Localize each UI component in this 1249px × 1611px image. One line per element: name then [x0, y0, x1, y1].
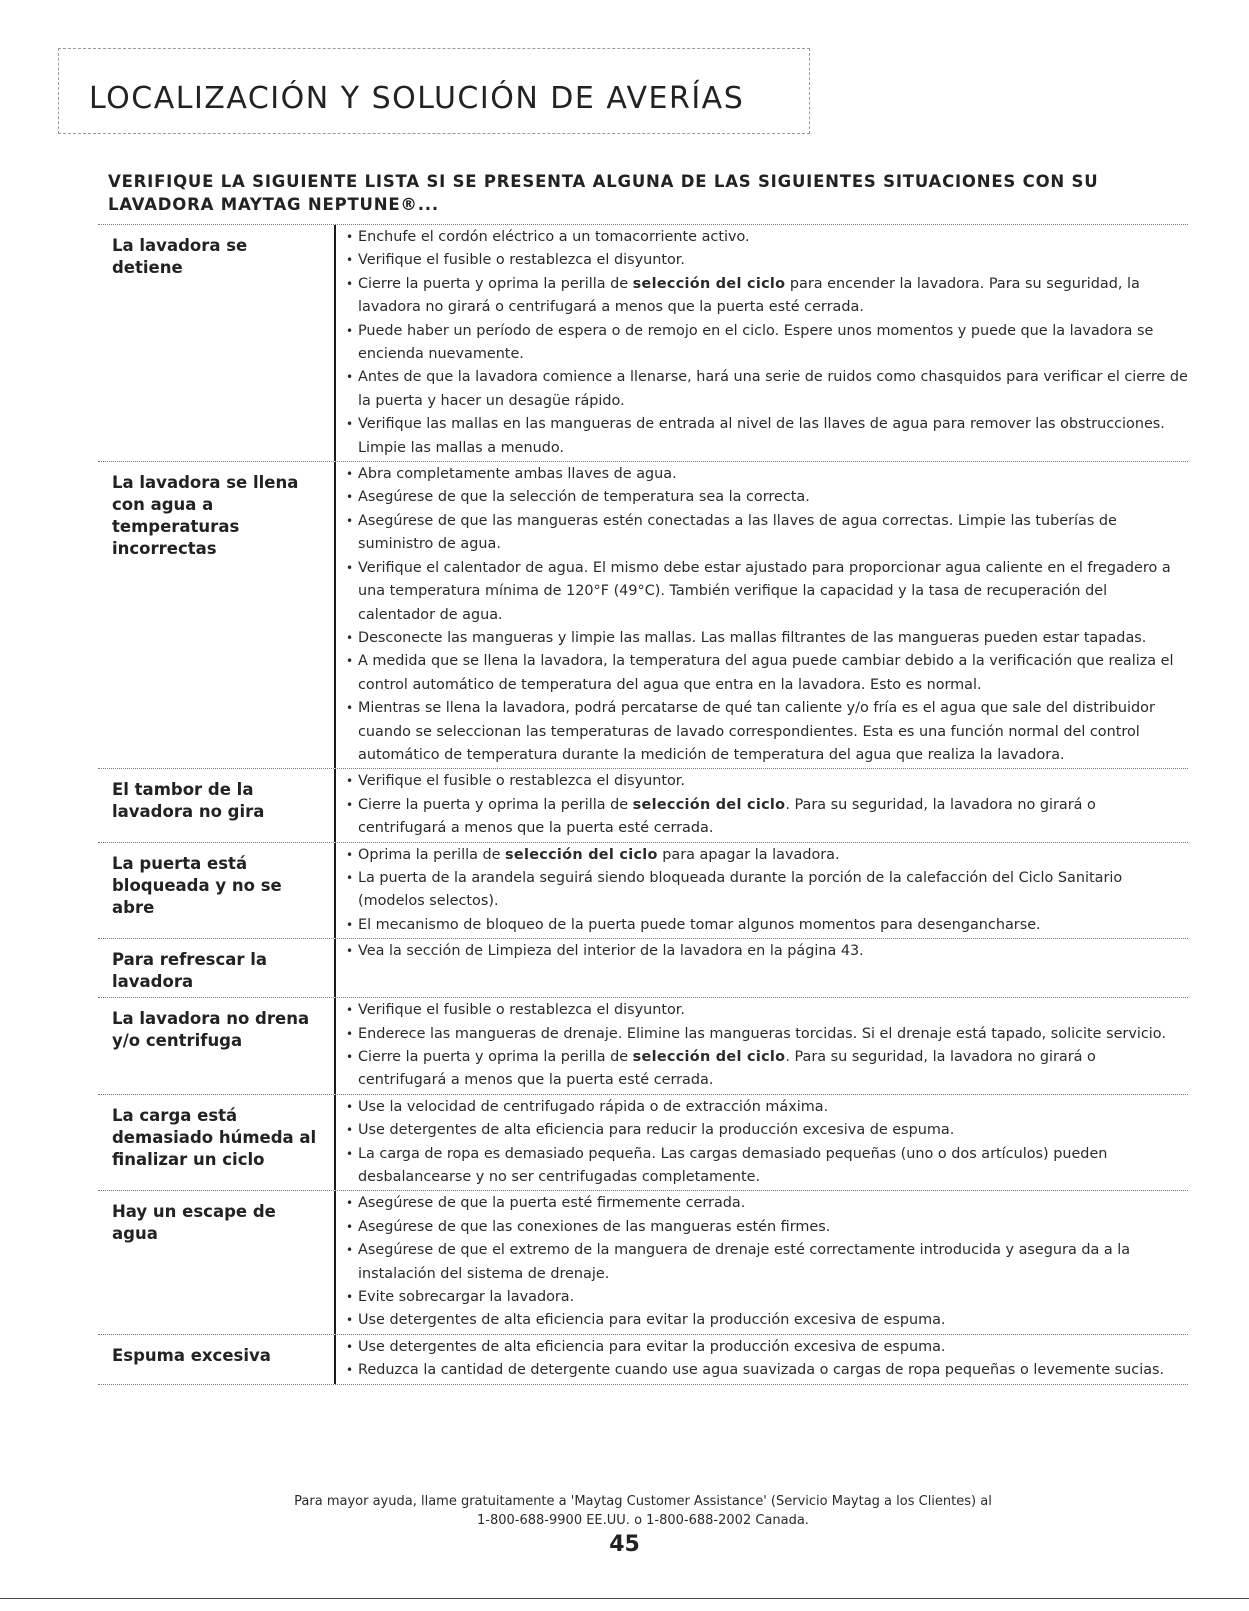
trouble-row: [98, 1335, 1188, 1385]
problem-label: La lavadora no drena y/o centrifuga: [112, 1009, 310, 1051]
solution-text: Cierre la puerta y oprima la perilla de: [358, 275, 633, 292]
solution-list: [334, 225, 1188, 461]
trouble-row: [98, 225, 1188, 462]
solution-item: • Vea la sección de Limpieza del interior de la lavadora en la página 43.: [346, 940, 1188, 963]
trouble-row: [98, 1095, 1188, 1192]
solution-text: Cierre la puerta y oprima la perilla de: [358, 1049, 633, 1065]
problem-label: El tambor de la lavadora no gira: [112, 780, 265, 822]
page-title: LOCALIZACIÓN Y SOLUCIÓN DE AVERÍAS: [89, 81, 745, 116]
solution-list: [334, 843, 1188, 939]
solution-item: • Evite sobrecargar la lavadora.: [346, 1286, 1188, 1309]
solution-item: • Antes de que la lavadora comience a llenarse, hará una serie de ruidos como chasquidos para verificar el cierre de la puerta y hacer un desagüe rápido.: [346, 366, 1188, 413]
solution-item: • La puerta de la arandela seguirá siendo bloqueada durante la porción de la calefacción del Ciclo Sanitario (modelos selectos).: [346, 867, 1188, 914]
solution-item: [346, 273, 1188, 320]
problem-label: Espuma excesiva: [112, 1345, 271, 1365]
intro-heading: VERIFIQUE LA SIGUIENTE LISTA SI SE PRESENTA ALGUNA DE LAS SIGUIENTES SITUACIONES CON SU LAVADORA MAYTAG NEPTUNE®...: [108, 172, 1099, 214]
solution-item: [346, 844, 1188, 867]
solution-item: • Asegúrese de que las mangueras estén conectadas a las llaves de agua correctas. Limpie las tuberías de suministro de agua.: [346, 510, 1188, 557]
solution-list: [334, 939, 1188, 997]
solution-item: • La carga de ropa es demasiado pequeña. Las cargas demasiado pequeñas (uno o dos artículos) pueden desbalancearse y no ser centrifugadas completamente.: [346, 1143, 1188, 1190]
solution-item: • Asegúrese de que el extremo de la manguera de drenaje esté correctamente introducida y asegura da a la instalación del sistema de drenaje.: [346, 1239, 1188, 1286]
solution-item: • Mientras se llena la lavadora, podrá percatarse de qué tan caliente y/o fría es el agua que sale del distribuidor cuando se seleccionan las temperaturas de lavado correspondientes. Esta es una función normal del control automático de temperatura durante la medición de temperatura del agua que realiza la lavadora.: [346, 697, 1188, 767]
solution-item: • Enderece las mangueras de drenaje. Elimine las mangueras torcidas. Si el drenaje está tapado, solicite servicio.: [346, 1023, 1188, 1046]
solution-item: • A medida que se llena la lavadora, la temperatura del agua puede cambiar debido a la verificación que realiza el control automático de temperatura del agua que entra en la lavadora. Esto es normal.: [346, 650, 1188, 697]
solution-list: [334, 1335, 1188, 1384]
problem-label: La carga está demasiado húmeda al finalizar un ciclo: [112, 1105, 317, 1169]
solution-text: . Para su seguridad, la lavadora no girará o centrifugará a menos que la puerta esté cerrada.: [358, 796, 1096, 837]
solution-text: . Para su seguridad, la lavadora no girará o centrifugará a menos que la puerta esté cerrada.: [358, 1049, 1096, 1089]
title-box: [58, 48, 810, 134]
solution-item: • Asegúrese de que las conexiones de las mangueras estén firmes.: [346, 1216, 1188, 1239]
solution-item: • Verifique el fusible o restablezca el disyuntor.: [346, 999, 1188, 1022]
solution-item: • Use la velocidad de centrifugado rápida o de extracción máxima.: [346, 1096, 1188, 1119]
solution-list: [334, 462, 1188, 768]
solution-item: • Verifique el fusible o restablezca el disyuntor.: [346, 770, 1188, 793]
solution-list: [334, 998, 1188, 1094]
solution-item: • Reduzca la cantidad de detergente cuando use agua suavizada o cargas de ropa pequeñas o levemente sucias.: [346, 1359, 1188, 1382]
solution-text: para apagar la lavadora.: [657, 846, 840, 863]
solution-item: • Use detergentes de alta eficiencia para evitar la producción excesiva de espuma.: [346, 1336, 1188, 1359]
troubleshooting-table: [98, 224, 1188, 1385]
problem-label: Para refrescar la lavadora: [112, 950, 268, 992]
solution-item: • Asegúrese de que la puerta esté firmemente cerrada.: [346, 1192, 1188, 1215]
solution-item: [346, 794, 1188, 841]
solution-list: [334, 1191, 1188, 1333]
solution-text: para encender la lavadora. Para su seguridad, la lavadora no girará o centrifugará a menos que la puerta esté cerrada.: [358, 275, 1140, 316]
bottom-rule: [0, 1598, 1249, 1599]
problem-label: Hay un escape de agua: [112, 1202, 276, 1244]
solution-text: Oprima la perilla de: [358, 846, 506, 863]
solution-item: [346, 1046, 1188, 1093]
trouble-row: [98, 843, 1188, 940]
trouble-row: [98, 998, 1188, 1095]
trouble-row: [98, 1191, 1188, 1334]
control-name: selección del ciclo: [632, 275, 786, 292]
solution-item: • El mecanismo de bloqueo de la puerta puede tomar algunos momentos para desengancharse.: [346, 914, 1188, 937]
problem-label: La puerta está bloqueada y no se abre: [112, 853, 282, 917]
control-name: selección del ciclo: [632, 796, 786, 813]
solution-item: • Verifique las mallas en las mangueras de entrada al nivel de las llaves de agua para remover las obstrucciones. Limpie las mallas a menudo.: [346, 413, 1188, 460]
solution-item: • Use detergentes de alta eficiencia para evitar la producción excesiva de espuma.: [346, 1309, 1188, 1332]
trouble-row: [98, 939, 1188, 998]
solution-list: [334, 769, 1188, 841]
problem-label: La lavadora se detiene: [112, 236, 248, 277]
trouble-row: [98, 462, 1188, 769]
solution-item: • Asegúrese de que la selección de temperatura sea la correcta.: [346, 486, 1188, 509]
solution-item: • Desconecte las mangueras y limpie las mallas. Las mallas filtrantes de las mangueras pueden estar tapadas.: [346, 627, 1188, 650]
solution-item: • Enchufe el cordón eléctrico a un tomacorriente activo.: [346, 226, 1188, 249]
problem-label: La lavadora se llena con agua a temperaturas incorrectas: [112, 473, 299, 559]
solution-item: • Use detergentes de alta eficiencia para reducir la producción excesiva de espuma.: [346, 1119, 1188, 1142]
solution-list: [334, 1095, 1188, 1191]
trouble-row: [98, 769, 1188, 842]
control-name: selección del ciclo: [505, 846, 658, 863]
footer: [98, 1492, 1188, 1530]
footer-line-2: 1-800-688-9900 EE.UU. o 1-800-688-2002 Canada.: [477, 1513, 809, 1528]
solution-item: • Puede haber un período de espera o de remojo en el ciclo. Espere unos momentos y puede que la lavadora se encienda nuevamente.: [346, 320, 1188, 367]
solution-item: • Verifique el fusible o restablezca el disyuntor.: [346, 249, 1188, 272]
solution-item: • Abra completamente ambas llaves de agua.: [346, 463, 1188, 486]
page-number: 45: [609, 1532, 640, 1557]
control-name: selección del ciclo: [632, 1049, 786, 1065]
footer-line-1: Para mayor ayuda, llame gratuitamente a 'Maytag Customer Assistance' (Servicio Maytag a los Clientes) al: [294, 1494, 992, 1509]
solution-item: • Verifique el calentador de agua. El mismo debe estar ajustado para proporcionar agua caliente en el fregadero a una temperatura mínima de 120°F (49°C). También verifique la capacidad y la tasa de recuperación del calentador de agua.: [346, 557, 1188, 627]
solution-text: Cierre la puerta y oprima la perilla de: [358, 796, 633, 813]
